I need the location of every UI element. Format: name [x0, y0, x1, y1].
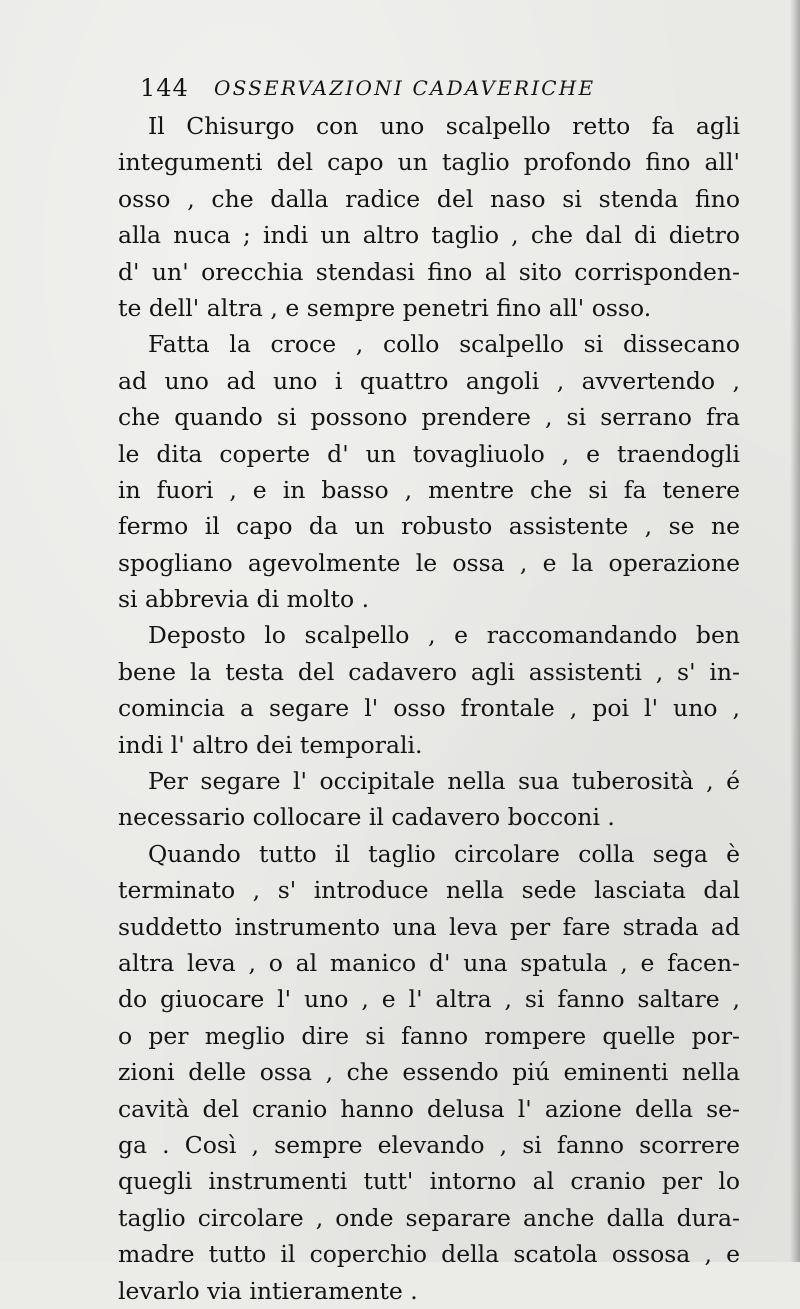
- text-line: te dell' altra , e sempre penetri fino all' osso.: [118, 293, 652, 322]
- text-line: Per segare l' occipitale nella sua tuberosità , é: [148, 767, 740, 796]
- running-header: [140, 72, 660, 104]
- text-line: fermo il capo da un robusto assistente , se ne: [118, 512, 740, 541]
- text-line: o per meglio dire si fanno rompere quelle por-: [118, 1021, 740, 1050]
- text-line: do giuocare l' uno , e l' altra , si fanno saltare ,: [118, 985, 740, 1014]
- text-line: levarlo via intieramente .: [118, 1276, 418, 1305]
- text-line: ad uno ad uno i quattro angoli , avvertendo ,: [118, 366, 740, 395]
- text-line: taglio circolare , onde separare anche dalla dura-: [118, 1203, 740, 1232]
- text-line: quegli instrumenti tutt' intorno al cranio per lo: [118, 1167, 740, 1196]
- paragraph: [118, 326, 740, 617]
- paragraph: [118, 617, 740, 763]
- text-line: zioni delle ossa , che essendo piú eminenti nella: [118, 1058, 740, 1087]
- text-line: cavità del cranio hanno delusa l' azione della se-: [118, 1094, 740, 1123]
- paragraph: [118, 836, 740, 1309]
- text-line: Deposto lo scalpello , e raccomandando ben: [148, 621, 740, 650]
- text-line: si abbrevia di molto .: [118, 585, 370, 614]
- text-line: suddetto instrumento una leva per fare strada ad: [118, 912, 740, 941]
- text-line: le dita coperte d' un tovagliuolo , e traendogli: [118, 439, 740, 468]
- text-line: integumenti del capo un taglio profondo fino all': [118, 148, 740, 177]
- text-line: comincia a segare l' osso frontale , poi l' uno ,: [118, 694, 740, 723]
- text-line: terminato , s' introduce nella sede lasciata dal: [118, 876, 740, 905]
- text-line: alla nuca ; indi un altro taglio , che dal di dietro: [118, 221, 740, 250]
- page-number: 144: [140, 74, 189, 102]
- text-line: altra leva , o al manico d' una spatula , e facen-: [118, 948, 740, 977]
- text-line: indi l' altro dei temporali.: [118, 730, 423, 759]
- text-line: madre tutto il coperchio della scatola ossosa , e: [118, 1240, 740, 1269]
- text-line: Quando tutto il taglio circolare colla sega è: [148, 839, 740, 868]
- paragraph: [118, 108, 740, 326]
- text-line: d' un' orecchia stendasi fino al sito corrisponden-: [118, 257, 740, 286]
- text-line: Fatta la croce , collo scalpello si dissecano: [148, 330, 740, 359]
- text-line: in fuori , e in basso , mentre che si fa tenere: [118, 475, 740, 504]
- running-title: OSSERVAZIONI CADAVERICHE: [214, 76, 596, 100]
- text-line: spogliano agevolmente le ossa , e la operazione: [118, 548, 740, 577]
- text-line: ga . Così , sempre elevando , si fanno scorrere: [118, 1130, 740, 1159]
- text-line: Il Chisurgo con uno scalpello retto fa agli: [148, 112, 740, 140]
- text-line: osso , che dalla radice del naso si stenda fino: [118, 184, 740, 213]
- body-text: [118, 108, 740, 1309]
- text-line: necessario collocare il cadavero bocconi .: [118, 803, 615, 832]
- text-line: che quando si possono prendere , si serrano fra: [118, 403, 740, 432]
- paragraph: [118, 763, 740, 836]
- text-line: bene la testa del cadavero agli assistenti , s' in-: [118, 657, 740, 686]
